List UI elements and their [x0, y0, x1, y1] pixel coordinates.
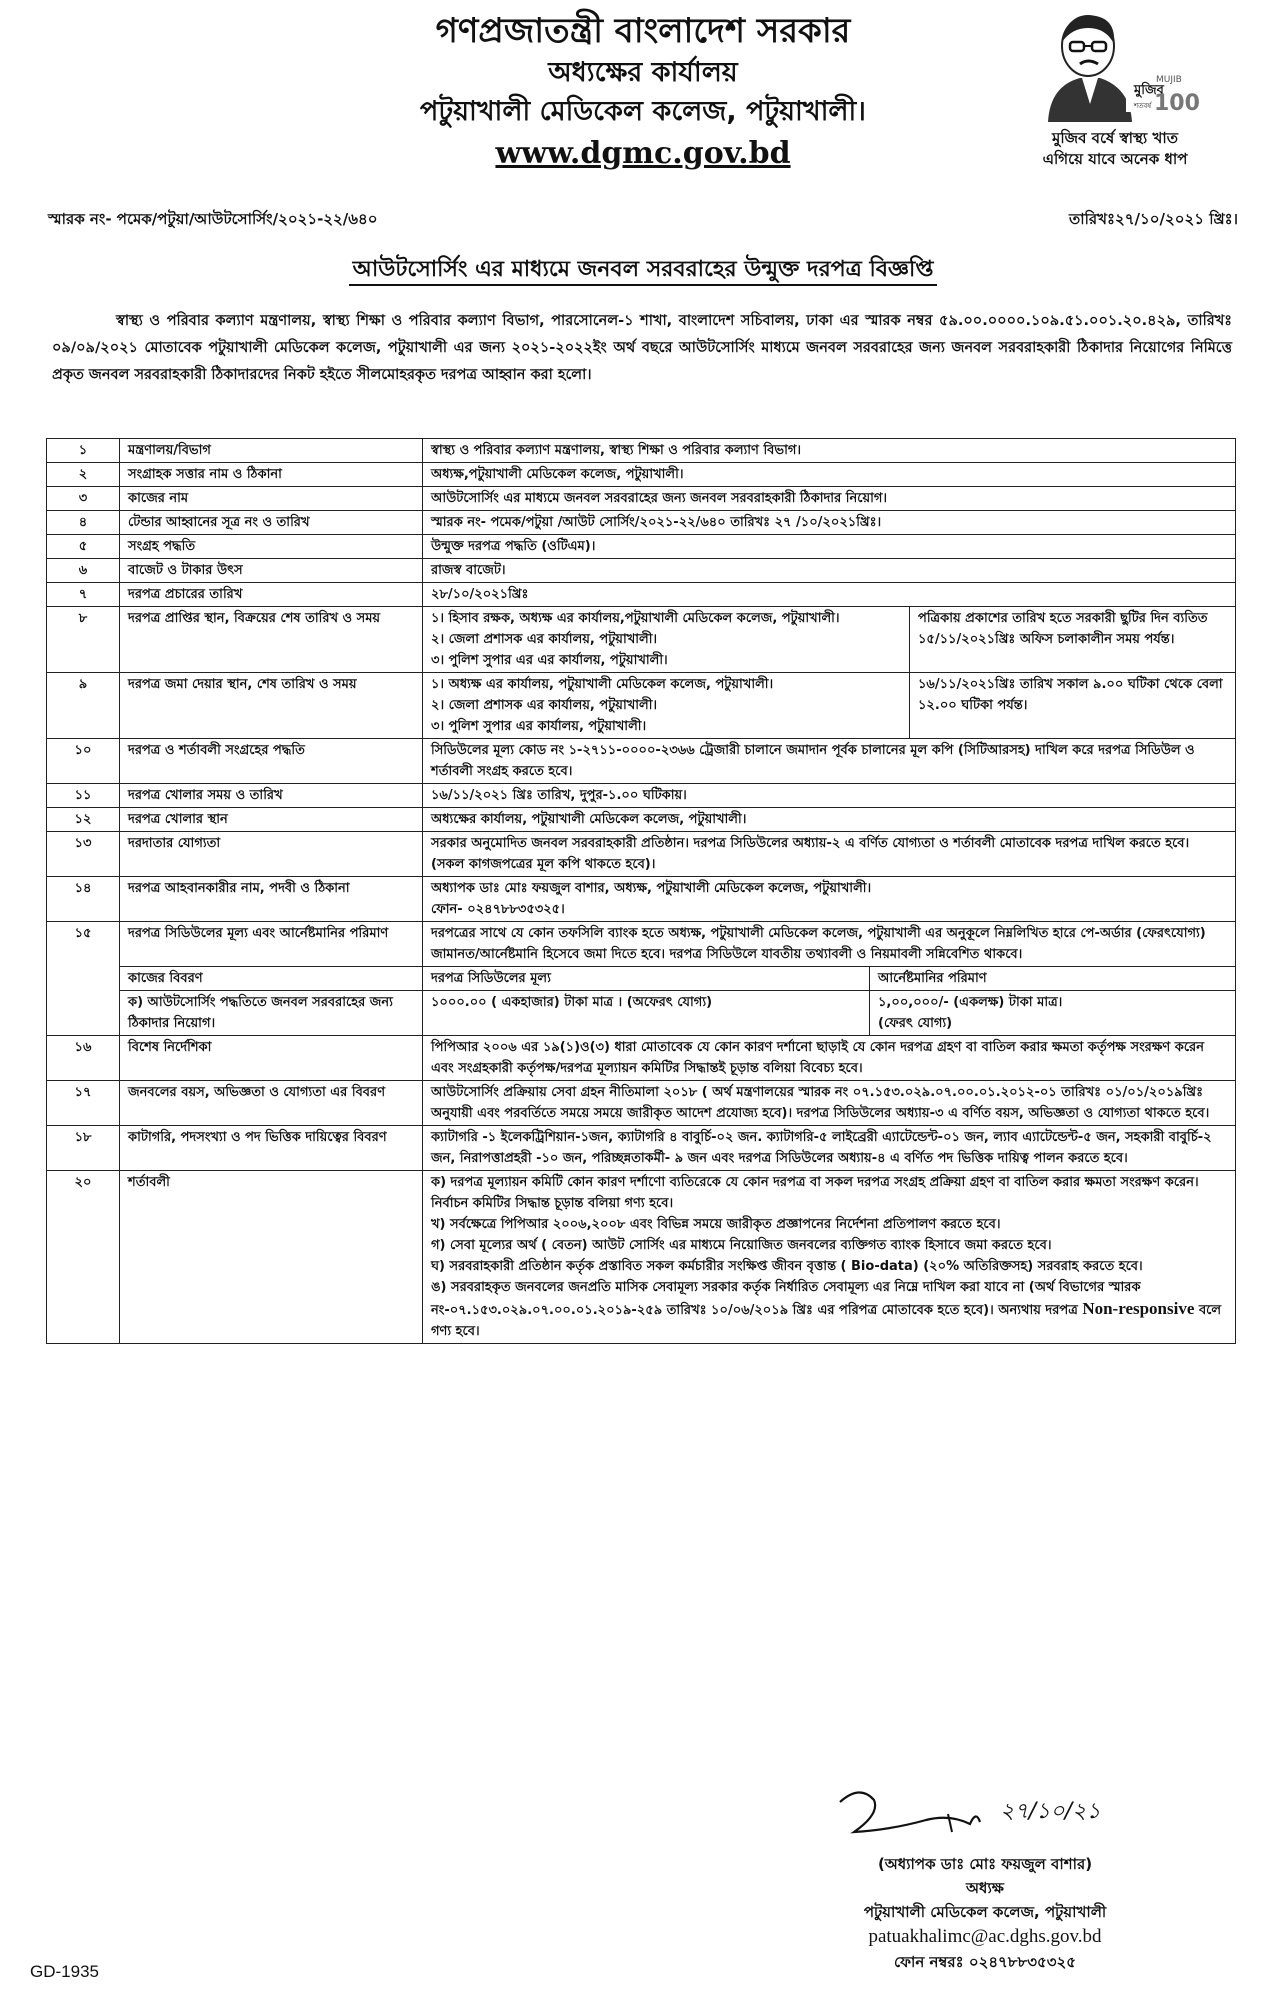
notice-title: আউটসোর্সিং এর মাধ্যমে জনবল সরবরাহের উন্মুক্ত দরপত্র বিজ্ঞপ্তি: [0, 252, 1286, 289]
signature-scribble: [830, 1780, 1130, 1850]
tender-table: [46, 438, 1236, 1344]
table-row: ৬ বাজেট ও টাকার উৎস রাজস্ব বাজেট।: [47, 559, 1236, 583]
mujib-portrait-logo: [1040, 6, 1200, 124]
government-name: গণপ্রজাতন্ত্রী বাংলাদেশ সরকার: [435, 11, 851, 51]
table-row: ৫ সংগ্রহ পদ্ধতি উন্মুক্ত দরপত্র পদ্ধতি (ওটিএম)।: [47, 535, 1236, 559]
office-name: অধ্যক্ষের কার্যালয়: [548, 57, 738, 88]
website-link[interactable]: www.dgmc.gov.bd: [495, 136, 791, 171]
table-row: ১৪ দরপত্র আহবানকারীর নাম, পদবী ও ঠিকানা অধ্যাপক ডাঃ মোঃ ফয়জুল বাশার, অধ্যক্ষ, পটুয়াখালী মেডিকেল কলেজ, পটুয়াখালী। ফোন- ০২৪৭৮৮৩৫৩২৫।: [47, 877, 1236, 922]
table-row: [47, 967, 1236, 1036]
svg-text:শতবর্ষ: শতবর্ষ: [1134, 102, 1152, 110]
table-row: ১৬ বিশেষ নির্দেশিকা পিপিআর ২০০৬ এর ১৯(১)ও(৩) ধারা মোতাবেক যে কোন কারণ দর্শানো ছাড়াই যে কোন দরপত্র গ্রহণ বা বাতিল করার ক্ষমতা কর্তৃপক্ষ সংরক্ষণ করেন এবং সংগ্রহকারী কর্তৃপক্ষ/দরপত্র মূল্যায়ন কমিটির সিদ্ধান্তই চূড়ান্ত বলিয়া বিবেচ্য হবে।: [47, 1036, 1236, 1081]
table-row: ১৮ কাটাগরি, পদসংখ্যা ও পদ ভিত্তিক দায়িত্বের বিবরণ ক্যাটাগরি -১ ইলেকট্রিশিয়ান-১জন, ক্যাটাগরি ৪ বাবুর্চি-০২ জন. ক্যাটাগরি-৫ লাইব্রেরী এ্যাটেন্ডেন্ট-০১ জন, ল্যাব এ্যাটেন্ডেন্ট-৫ জন, সহকারী বাবুর্চি-২ জন, নিরাপত্তাপ্রহরী -১০ জন, পরিচ্ছন্নতাকর্মী- ৯ জন এবং দরপত্র সিডিউলের অধ্যায়-৪ এ বর্ণিত পদ ভিত্তিক দায়িত্ব পালন করতে হবে।: [47, 1126, 1236, 1171]
table-row: ৩ কাজের নাম আউটসোর্সিং এর মাধ্যমে জনবল সরবরাহের জন্য জনবল সরবরাহকারী ঠিকাদার নিয়োগ।: [47, 487, 1236, 511]
college-name: পটুয়াখালী মেডিকেল কলেজ, পটুয়াখালী।: [420, 96, 866, 127]
schedule-fee-table: কাজের বিবরণ দরপত্র সিডিউলের মূল্য আর্নেষ্টমানির পরিমাণ ক) আউটসোর্সিং পদ্ধতিতে জনবল সরবরাহের জন্য ঠিকাদার নিয়োগ। ১০০০.০০ ( একহাজার) টাকা মাত্র । (অফেরৎ যোগ্য) ১,০০,০০০/- (একলক্ষ) টাকা মাত্র। (ফেরৎ যোগ্য): [120, 967, 1235, 1035]
table-row: ২০ শর্তাবলী ক) দরপত্র মূল্যায়ন কমিটি কোন কারণ দর্শাণো ব্যতিরেকে যে কোন দরপত্র বা সকল দরপত্র সংগ্রহ প্রক্রিয়া গ্রহণ বা বাতিল করার ক্ষমতা সংরক্ষণ করেন। নির্বাচন কমিটির সিদ্ধান্ত চূড়ান্ত বলিয়া গণ্য হবে। খ) সর্বক্ষেত্রে পিপিআর ২০০৬,২০০৮ এবং বিভিন্ন সময়ে জারীকৃত প্রজ্ঞাপনের নির্দেশনা প্রতিপালণ করতে হবে। গ) সেবা মূল্যের অর্থ ( বেতন) আউট সোর্সিং এর মাধ্যমে নিয়োজিত জনবলের ব্যক্তিগত ব্যাংক হিসাবে জমা করতে হবে। ঘ) সরবরাহকারী প্রতিষ্ঠান কর্তৃক প্রস্তাবিত সকল কর্মচারীর সংক্ষিপ্ত জীবন বৃত্তান্ত ( Bio-data) (২০% অতিরিক্তসহ) সরবরাহ করতে হবে। ঙ) সরবরাহকৃত জনবলের জনপ্রতি মাসিক সেবামূল্য সরকার কর্তৃক নির্ধারিত সেবামূল্য এর নিম্নে দাখিল করা যাবে না (অর্থ বিভাগের স্মারক নং-০৭.১৫৩.০২৯.০৭.০০.০১.২০১৯-২৫৯ তারিখঃ ১০/০৬/২০১৯ খ্রিঃ এর পরিপত্র মোতাবেক হতে হবে)। অন্যথায় দরপত্র Non-responsive বলে গণ্য হবে।: [47, 1171, 1236, 1344]
signatory-designation: অধ্যক্ষ: [966, 1879, 1004, 1897]
table-row: ১২ দরপত্র খোলার স্থান অধ্যক্ষের কার্যালয়, পটুয়াখালী মেডিকেল কলেজ, পটুয়াখালী।: [47, 808, 1236, 832]
memo-ref: স্মারক নং- পমেক/পটুয়া/আউটসোর্সিং/২০২১-২২/৬৪০: [48, 210, 378, 228]
svg-text:100: 100: [1154, 91, 1200, 116]
memo-line: [48, 208, 1238, 232]
contact-phone: ফোন নম্বরঃ ০২৪৭৮৮৩৫৩২৫: [893, 1953, 1077, 1971]
table-row: ৪ টেন্ডার আহ্বানের সূত্র নং ও তারিখ স্মারক নং- পমেক/পটুয়া /আউট সোর্সিং/২০২১-২২/৬৪০ তারিখঃ ২৭ /১০/২০২১খ্রিঃ।: [47, 511, 1236, 535]
table-row: ৭ দরপত্র প্রচারের তারিখ ২৮/১০/২০২১খ্রিঃ: [47, 583, 1236, 607]
table-row: ২ সংগ্রাহক সত্তার নাম ও ঠিকানা অধ্যক্ষ,পটুয়াখালী মেডিকেল কলেজ, পটুয়াখালী।: [47, 463, 1236, 487]
signatory-name: (অধ্যাপক ডাঃ মোঃ ফয়জুল বাশার): [877, 1855, 1093, 1873]
svg-text:২৭/১০/২১: ২৭/১০/২১: [1000, 1799, 1101, 1824]
svg-text:মুজিব: মুজিব: [1134, 83, 1164, 98]
table-row: ৮ দরপত্র প্রাপ্তির স্থান, বিক্রয়ের শেষ তারিখ ও সময় ১। হিসাব রক্ষক, অধ্যক্ষ এর কার্যালয়,পটুয়াখালী মেডিকেল কলেজ, পটুয়াখালী। ২। জেলা প্রশাসক এর কার্যালয়, পটুয়াখালী। ৩। পুলিশ সুপার এর এর কার্যালয়, পটুয়াখালী। পত্রিকায় প্রকাশের তারিখ হতে সরকারী ছুটির দিন ব্যতিত ১৫/১১/২০২১খ্রিঃ অফিস চলাকালীন সময় পর্যন্ত।: [47, 607, 1236, 673]
conditions-list: ক) দরপত্র মূল্যায়ন কমিটি কোন কারণ দর্শাণো ব্যতিরেকে যে কোন দরপত্র বা সকল দরপত্র সংগ্রহ প্রক্রিয়া গ্রহণ বা বাতিল করার ক্ষমতা সংরক্ষণ করেন। নির্বাচন কমিটির সিদ্ধান্ত চূড়ান্ত বলিয়া গণ্য হবে। খ) সর্বক্ষেত্রে পিপিআর ২০০৬,২০০৮ এবং বিভিন্ন সময়ে জারীকৃত প্রজ্ঞাপনের নির্দেশনা প্রতিপালণ করতে হবে। গ) সেবা মূল্যের অর্থ ( বেতন) আউট সোর্সিং এর মাধ্যমে নিয়োজিত জনবলের ব্যক্তিগত ব্যাংক হিসাবে জমা করতে হবে। ঘ) সরবরাহকারী প্রতিষ্ঠান কর্তৃক প্রস্তাবিত সকল কর্মচারীর সংক্ষিপ্ত জীবন বৃত্তান্ত ( Bio-data) (২০% অতিরিক্তসহ) সরবরাহ করতে হবে। ঙ) সরবরাহকৃত জনবলের জনপ্রতি মাসিক সেবামূল্য সরকার কর্তৃক নির্ধারিত সেবামূল্য এর নিম্নে দাখিল করা যাবে না (অর্থ বিভাগের স্মারক নং-০৭.১৫৩.০২৯.০৭.০০.০১.২০১৯-২৫৯ তারিখঃ ১০/০৬/২০১৯ খ্রিঃ এর পরিপত্র মোতাবেক হতে হবে)। অন্যথায় দরপত্র Non-responsive বলে গণ্য হবে।: [423, 1171, 1236, 1344]
svg-text:MUJIB: MUJIB: [1156, 75, 1182, 85]
table-row: ৯ দরপত্র জমা দেয়ার স্থান, শেষ তারিখ ও সময় ১। অধ্যক্ষ এর কার্যালয়, পটুয়াখালী মেডিকেল কলেজ, পটুয়াখালী। ২। জেলা প্রশাসক এর কার্যালয়, পটুয়াখালী। ৩। পুলিশ সুপার এর কার্যালয়, পটুয়াখালী। ১৬/১১/২০২১খ্রিঃ তারিখ সকাল ৯.০০ ঘটিকা থেকে বেলা ১২.০০ ঘটিকা পর্যন্ত।: [47, 673, 1236, 739]
signature-block: [770, 1852, 1200, 1974]
signatory-org: পটুয়াখালী মেডিকেল কলেজ, পটুয়াখালী: [863, 1903, 1107, 1921]
table-row: ১ মন্ত্রণালয়/বিভাগ স্বাস্থ্য ও পরিবার কল্যাণ মন্ত্রণালয়, স্বাস্থ্য শিক্ষা ও পরিবার কল্যাণ বিভাগ।: [47, 439, 1236, 463]
intro-paragraph: স্বাস্থ্য ও পরিবার কল্যাণ মন্ত্রণালয়, স্বাস্থ্য শিক্ষা ও পরিবার কল্যাণ বিভাগ, পারসোনেল-১ শাখা, বাংলাদেশ সচিবালয়, ঢাকা এর স্মারক নম্বর ৫৯.০০.০০০০.১০৯.৫১.০০১.২০.৪২৯, তারিখঃ ০৯/০৯/২০২১ মোতাবেক পটুয়াখালী মেডিকেল কলেজ, পটুয়াখালী এর জন্য ২০২১-২০২২ইং অর্থ বছরে আউটসোর্সিং মাধ্যমে জনবল সরবরাহের জন্য জনবল সরবরাহকারী ঠিকাদার নিয়োগের নিমিত্তে প্রকৃত জনবল সরবরাহকারী ঠিকাদারদের নিকট হইতে সীলমোহরকৃত দরপত্র আহ্বান করা হলো।: [52, 313, 1232, 383]
table-row: ১৫ দরপত্র সিডিউলের মূল্য এবং আর্নেষ্টমানির পরিমাণ দরপত্রের সাথে যে কোন তফসিলি ব্যাংক হতে অধ্যক্ষ, পটুয়াখালী মেডিকেল কলেজ, পটুয়াখালী এর অনুকূলে নিম্নলিখিত হারে পে-অর্ডার (ফেরৎযোগ্য) জামানত/আর্নেষ্টমানি হিসেবে জমা দিতে হবে। দরপত্র সিডিউলে যাবতীয় তথ্যাবলী ও নিয়মাবলী সন্নিবেশিত থাকবে।: [47, 922, 1236, 967]
table-row: ১৩ দরদাতার যোগ্যতা সরকার অনুমোদিত জনবল সরবরাহকারী প্রতিষ্ঠান। দরপত্র সিডিউলের অধ্যায়-২ এ বর্ণিত যোগ্যতা ও শর্তাবলী মোতাবেক দরপত্র দাখিল করতে হবে। (সকল কাগজপত্রের মূল কপি থাকতে হবে)।: [47, 832, 1236, 877]
memo-date: তারিখঃ২৭/১০/২০২১ খ্রিঃ।: [1069, 210, 1238, 228]
table-row: ১১ দরপত্র খোলার সময় ও তারিখ ১৬/১১/২০২১ খ্রিঃ তারিখ, দুপুর-১.০০ ঘটিকায়।: [47, 784, 1236, 808]
footer-code: GD-1935: [30, 1962, 99, 1981]
table-row: ১০ দরপত্র ও শর্তাবলী সংগ্রহের পদ্ধতি সিডিউলের মূল্য কোড নং ১-২৭১১-০০০০-২৩৬৬ ট্রেজারী চালানে জমাদান পূর্বক চালানের মূল কপি (সিটিআরসহ) দাখিল করে দরপত্র সিডিউল ও শর্তাবলী সংগ্রহ করতে হবে।: [47, 739, 1236, 784]
mujib-year-slogan: মুজিব বর্ষে স্বাস্থ্য খাত এগিয়ে যাবে অনেক ধাপ: [1042, 129, 1188, 168]
contact-email[interactable]: patuakhalimc@ac.dghs.gov.bd: [868, 1926, 1102, 1947]
table-row: ১৭ জনবলের বয়স, অভিজ্ঞতা ও যোগ্যতা এর বিবরণ আউটসোর্সিং প্রক্রিয়ায় সেবা গ্রহন নীতিমালা ২০১৮ ( অর্থ মন্ত্রণালয়ের স্মারক নং ০৭.১৫৩.০২৯.০৭.০০.০১.২০১২-০১ তারিখঃ ০১/০১/২০১৯খ্রিঃ অনুযায়ী এবং পরবর্তিতে সময়ে সময়ে জারীকৃত আদেশ প্রযোজ্য হবে)। দরপত্র সিডিউলের অধ্যায়-৩ এ বর্ণিত বয়স, অভিজ্ঞতা ও যোগ্যতা থাকতে হবে।: [47, 1081, 1236, 1126]
